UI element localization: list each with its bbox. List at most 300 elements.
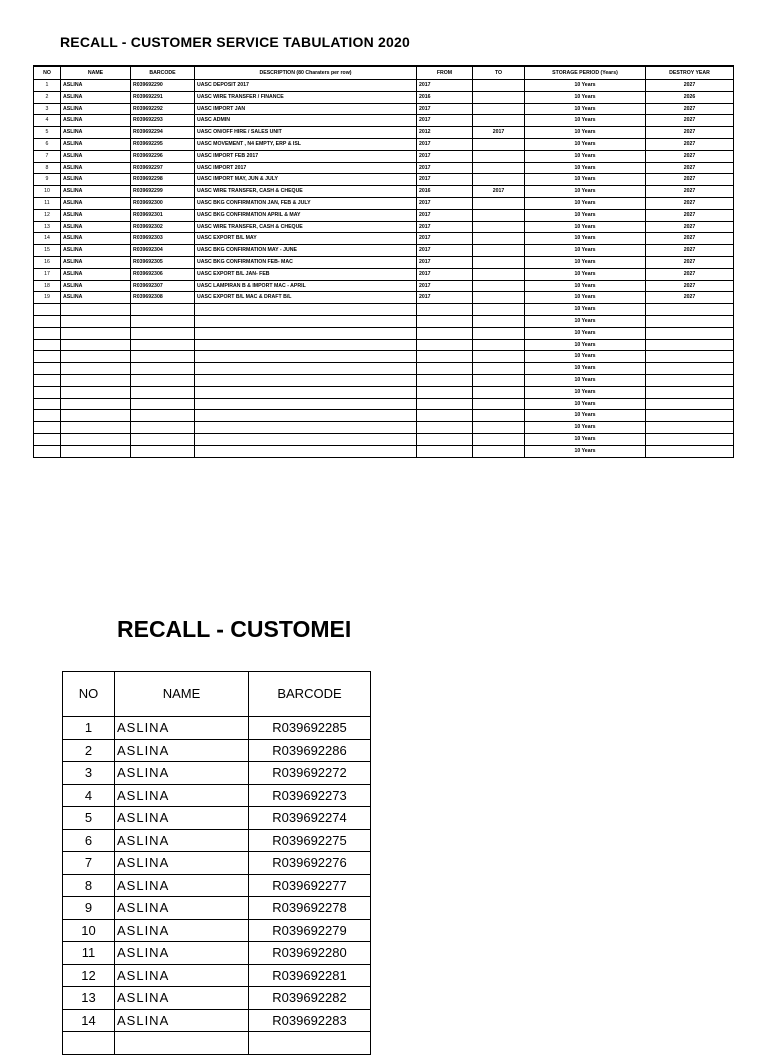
cell-from: 2017: [417, 280, 473, 292]
cell-description: UASC IMPORT FEB 2017: [195, 150, 417, 162]
header-from: FROM: [417, 66, 473, 80]
cell-destroy-year: 2027: [646, 127, 734, 139]
header-no: NO: [34, 66, 61, 80]
cell-description: UASC BKG CONFIRMATION MAY - JUNE: [195, 245, 417, 257]
cell-to: [473, 410, 525, 422]
zoomed-cell-barcode: R039692273: [249, 784, 371, 807]
cell-storage-period: 10 Years: [525, 351, 646, 363]
zoomed-cell-no: 11: [63, 942, 115, 965]
cell-storage-period: 10 Years: [525, 339, 646, 351]
cell-to: [473, 280, 525, 292]
cell-no: 5: [34, 127, 61, 139]
cell-no: 9: [34, 174, 61, 186]
zoomed-header-barcode: BARCODE: [249, 672, 371, 717]
zoomed-table-row: [63, 1032, 371, 1055]
zoomed-cell-barcode: R039692275: [249, 829, 371, 852]
zoomed-table: [62, 671, 371, 1055]
zoomed-table-row: [63, 739, 371, 762]
zoomed-header-name: NAME: [115, 672, 249, 717]
zoomed-table-row: [63, 919, 371, 942]
zoomed-table-row: [63, 987, 371, 1010]
cell-description: UASC IMPORT JAN: [195, 103, 417, 115]
zoomed-cell-no: 10: [63, 919, 115, 942]
cell-to: [473, 150, 525, 162]
zoomed-cell-name: ASLINA: [115, 807, 249, 830]
zoomed-cell-barcode: [249, 1032, 371, 1055]
zoomed-cell-name: [115, 1032, 249, 1055]
zoomed-cell-name: ASLINA: [115, 717, 249, 740]
cell-no: 7: [34, 150, 61, 162]
cell-from: 2017: [417, 268, 473, 280]
cell-storage-period: 10 Years: [525, 398, 646, 410]
cell-destroy-year: [646, 398, 734, 410]
cell-no: [34, 351, 61, 363]
cell-name: ASLINA: [61, 280, 131, 292]
zoomed-table-row: [63, 784, 371, 807]
zoomed-cell-no: 12: [63, 964, 115, 987]
cell-description: UASC EXPORT B/L MAY: [195, 233, 417, 245]
cell-to: [473, 386, 525, 398]
cell-no: 13: [34, 221, 61, 233]
cell-to: [473, 209, 525, 221]
cell-to: 2017: [473, 186, 525, 198]
table-row: [34, 233, 734, 245]
table-row: [34, 115, 734, 127]
cell-destroy-year: 2027: [646, 268, 734, 280]
cell-no: 4: [34, 115, 61, 127]
cell-description: [195, 351, 417, 363]
zoomed-table-row: [63, 852, 371, 875]
cell-no: [34, 445, 61, 457]
cell-storage-period: 10 Years: [525, 197, 646, 209]
cell-storage-period: 10 Years: [525, 386, 646, 398]
cell-barcode: [131, 327, 195, 339]
cell-storage-period: 10 Years: [525, 433, 646, 445]
cell-destroy-year: 2027: [646, 138, 734, 150]
cell-barcode: R039692298: [131, 174, 195, 186]
zoomed-cell-barcode: R039692283: [249, 1009, 371, 1032]
cell-description: [195, 433, 417, 445]
cell-from: 2017: [417, 292, 473, 304]
cell-to: [473, 256, 525, 268]
cell-name: [61, 315, 131, 327]
cell-description: UASC IMPORT MAY, JUN & JULY: [195, 174, 417, 186]
zoomed-cell-no: 7: [63, 852, 115, 875]
zoomed-cell-name: ASLINA: [115, 784, 249, 807]
cell-description: [195, 410, 417, 422]
cell-barcode: R039692303: [131, 233, 195, 245]
cell-name: [61, 304, 131, 316]
cell-no: [34, 315, 61, 327]
cell-from: 2017: [417, 233, 473, 245]
cell-no: 14: [34, 233, 61, 245]
cell-name: ASLINA: [61, 268, 131, 280]
cell-name: [61, 339, 131, 351]
zoomed-table-row: [63, 942, 371, 965]
cell-no: [34, 304, 61, 316]
header-to: TO: [473, 66, 525, 80]
cell-description: [195, 386, 417, 398]
cell-no: [34, 327, 61, 339]
cell-to: [473, 174, 525, 186]
cell-description: [195, 327, 417, 339]
cell-name: [61, 363, 131, 375]
cell-description: UASC WIRE TRANSFER / FINANCE: [195, 91, 417, 103]
cell-storage-period: 10 Years: [525, 233, 646, 245]
zoomed-table-row: [63, 874, 371, 897]
cell-to: [473, 91, 525, 103]
cell-no: 15: [34, 245, 61, 257]
zoomed-cell-no: 4: [63, 784, 115, 807]
cell-storage-period: 10 Years: [525, 80, 646, 92]
cell-storage-period: 10 Years: [525, 209, 646, 221]
zoomed-cell-name: ASLINA: [115, 739, 249, 762]
cell-barcode: R039692302: [131, 221, 195, 233]
cell-description: UASC BKG CONFIRMATION JAN, FEB & JULY: [195, 197, 417, 209]
cell-barcode: R039692301: [131, 209, 195, 221]
cell-from: 2017: [417, 174, 473, 186]
cell-to: [473, 115, 525, 127]
cell-from: 2017: [417, 256, 473, 268]
cell-destroy-year: [646, 386, 734, 398]
cell-barcode: [131, 315, 195, 327]
cell-to: [473, 233, 525, 245]
cell-destroy-year: 2027: [646, 115, 734, 127]
cell-destroy-year: [646, 315, 734, 327]
cell-barcode: R039692306: [131, 268, 195, 280]
cell-storage-period: 10 Years: [525, 327, 646, 339]
cell-name: ASLINA: [61, 150, 131, 162]
cell-name: ASLINA: [61, 138, 131, 150]
zoomed-title: RECALL - CUSTOMEI: [117, 616, 352, 642]
table-row: [34, 103, 734, 115]
cell-from: [417, 422, 473, 434]
cell-barcode: [131, 433, 195, 445]
cell-description: [195, 339, 417, 351]
cell-from: 2017: [417, 150, 473, 162]
cell-to: [473, 103, 525, 115]
cell-to: [473, 162, 525, 174]
cell-to: 2017: [473, 127, 525, 139]
cell-description: UASC LAMPIRAN B & IMPORT MAC - APRIL: [195, 280, 417, 292]
table-row: [34, 339, 734, 351]
cell-no: 1: [34, 80, 61, 92]
zoomed-header-row: [63, 672, 371, 717]
cell-storage-period: 10 Years: [525, 174, 646, 186]
cell-name: ASLINA: [61, 186, 131, 198]
page-title: RECALL - CUSTOMER SERVICE TABULATION 2020: [60, 34, 410, 50]
zoomed-table-row: [63, 829, 371, 852]
header-storage-period: STORAGE PERIOD (Years): [525, 66, 646, 80]
cell-storage-period: 10 Years: [525, 374, 646, 386]
cell-no: 16: [34, 256, 61, 268]
cell-barcode: [131, 339, 195, 351]
zoomed-cell-no: 14: [63, 1009, 115, 1032]
cell-description: UASC IMPORT 2017: [195, 162, 417, 174]
zoomed-cell-barcode: R039692279: [249, 919, 371, 942]
table-row: [34, 445, 734, 457]
cell-destroy-year: 2027: [646, 103, 734, 115]
cell-description: UASC WIRE TRANSFER, CASH & CHEQUE: [195, 186, 417, 198]
cell-description: [195, 445, 417, 457]
zoomed-table-row: [63, 1009, 371, 1032]
table-row: [34, 138, 734, 150]
cell-no: [34, 410, 61, 422]
cell-name: ASLINA: [61, 162, 131, 174]
zoomed-cell-barcode: R039692285: [249, 717, 371, 740]
cell-barcode: R039692290: [131, 80, 195, 92]
zoomed-table-row: [63, 762, 371, 785]
table-row: [34, 174, 734, 186]
cell-no: [34, 398, 61, 410]
cell-destroy-year: 2026: [646, 91, 734, 103]
table-row: [34, 127, 734, 139]
table-row: [34, 327, 734, 339]
cell-name: ASLINA: [61, 292, 131, 304]
table-row: [34, 197, 734, 209]
cell-storage-period: 10 Years: [525, 363, 646, 375]
cell-barcode: R039692292: [131, 103, 195, 115]
zoomed-cell-name: ASLINA: [115, 942, 249, 965]
cell-storage-period: 10 Years: [525, 115, 646, 127]
table-row: [34, 162, 734, 174]
cell-name: ASLINA: [61, 103, 131, 115]
zoomed-cell-no: 6: [63, 829, 115, 852]
cell-description: [195, 422, 417, 434]
header-barcode: BARCODE: [131, 66, 195, 80]
cell-barcode: R039692307: [131, 280, 195, 292]
cell-storage-period: 10 Years: [525, 256, 646, 268]
cell-no: [34, 433, 61, 445]
cell-name: ASLINA: [61, 80, 131, 92]
cell-description: [195, 304, 417, 316]
cell-no: 8: [34, 162, 61, 174]
cell-name: ASLINA: [61, 245, 131, 257]
cell-barcode: [131, 386, 195, 398]
cell-from: 2017: [417, 138, 473, 150]
cell-barcode: R039692294: [131, 127, 195, 139]
cell-from: 2016: [417, 91, 473, 103]
cell-from: [417, 351, 473, 363]
cell-storage-period: 10 Years: [525, 304, 646, 316]
zoomed-cell-no: 5: [63, 807, 115, 830]
cell-from: [417, 386, 473, 398]
table-row: [34, 315, 734, 327]
cell-from: 2017: [417, 197, 473, 209]
cell-destroy-year: 2027: [646, 292, 734, 304]
cell-destroy-year: 2027: [646, 256, 734, 268]
cell-to: [473, 445, 525, 457]
cell-no: [34, 374, 61, 386]
table-row: [34, 186, 734, 198]
zoomed-cell-barcode: R039692282: [249, 987, 371, 1010]
table-row: [34, 304, 734, 316]
cell-no: 11: [34, 197, 61, 209]
cell-destroy-year: [646, 422, 734, 434]
zoomed-cell-no: [63, 1032, 115, 1055]
cell-to: [473, 304, 525, 316]
cell-storage-period: 10 Years: [525, 127, 646, 139]
cell-description: [195, 374, 417, 386]
zoomed-table-row: [63, 897, 371, 920]
cell-barcode: [131, 374, 195, 386]
zoomed-cell-name: ASLINA: [115, 919, 249, 942]
header-description: DESCRIPTION (80 Charaters per row): [195, 66, 417, 80]
cell-from: 2017: [417, 115, 473, 127]
cell-storage-period: 10 Years: [525, 445, 646, 457]
cell-from: 2017: [417, 162, 473, 174]
cell-storage-period: 10 Years: [525, 186, 646, 198]
zoomed-cell-name: ASLINA: [115, 829, 249, 852]
cell-storage-period: 10 Years: [525, 150, 646, 162]
zoomed-cell-no: 9: [63, 897, 115, 920]
table-row: [34, 422, 734, 434]
zoomed-cell-no: 3: [63, 762, 115, 785]
cell-to: [473, 315, 525, 327]
cell-to: [473, 268, 525, 280]
table-row: [34, 410, 734, 422]
cell-storage-period: 10 Years: [525, 315, 646, 327]
cell-from: [417, 410, 473, 422]
cell-name: ASLINA: [61, 233, 131, 245]
zoomed-table-row: [63, 807, 371, 830]
cell-storage-period: 10 Years: [525, 410, 646, 422]
cell-name: ASLINA: [61, 209, 131, 221]
cell-destroy-year: 2027: [646, 80, 734, 92]
cell-name: [61, 398, 131, 410]
cell-description: UASC ADMIN: [195, 115, 417, 127]
cell-description: [195, 363, 417, 375]
cell-barcode: R039692308: [131, 292, 195, 304]
cell-destroy-year: [646, 339, 734, 351]
cell-destroy-year: 2027: [646, 209, 734, 221]
cell-to: [473, 292, 525, 304]
cell-to: [473, 327, 525, 339]
cell-description: UASC EXPORT B/L JAN- FEB: [195, 268, 417, 280]
cell-barcode: [131, 363, 195, 375]
cell-destroy-year: [646, 327, 734, 339]
cell-description: UASC BKG CONFIRMATION APRIL & MAY: [195, 209, 417, 221]
cell-barcode: [131, 422, 195, 434]
cell-name: ASLINA: [61, 221, 131, 233]
cell-barcode: [131, 410, 195, 422]
cell-barcode: R039692304: [131, 245, 195, 257]
cell-destroy-year: [646, 433, 734, 445]
zoomed-cell-no: 2: [63, 739, 115, 762]
zoomed-cell-barcode: R039692272: [249, 762, 371, 785]
table-row: [34, 280, 734, 292]
zoomed-cell-name: ASLINA: [115, 987, 249, 1010]
zoomed-table-row: [63, 964, 371, 987]
zoomed-cell-name: ASLINA: [115, 852, 249, 875]
cell-storage-period: 10 Years: [525, 422, 646, 434]
cell-description: UASC WIRE TRANSFER, CASH & CHEQUE: [195, 221, 417, 233]
cell-description: UASC ON/OFF HIRE / SALES UNIT: [195, 127, 417, 139]
cell-destroy-year: 2027: [646, 150, 734, 162]
table-row: [34, 398, 734, 410]
zoomed-cell-name: ASLINA: [115, 897, 249, 920]
cell-barcode: R039692296: [131, 150, 195, 162]
zoomed-table-row: [63, 717, 371, 740]
cell-storage-period: 10 Years: [525, 91, 646, 103]
cell-no: 17: [34, 268, 61, 280]
cell-name: [61, 351, 131, 363]
cell-destroy-year: [646, 410, 734, 422]
cell-from: [417, 374, 473, 386]
cell-no: [34, 339, 61, 351]
cell-from: [417, 339, 473, 351]
cell-name: [61, 386, 131, 398]
cell-from: [417, 304, 473, 316]
cell-no: 10: [34, 186, 61, 198]
zoomed-cell-barcode: R039692281: [249, 964, 371, 987]
cell-from: 2017: [417, 245, 473, 257]
cell-barcode: R039692293: [131, 115, 195, 127]
cell-to: [473, 433, 525, 445]
zoomed-cell-name: ASLINA: [115, 762, 249, 785]
cell-barcode: [131, 445, 195, 457]
cell-destroy-year: 2027: [646, 233, 734, 245]
cell-description: UASC EXPORT B/L MAC & DRAFT B/L: [195, 292, 417, 304]
table-row: [34, 268, 734, 280]
cell-no: 3: [34, 103, 61, 115]
zoomed-cell-barcode: R039692274: [249, 807, 371, 830]
cell-from: 2017: [417, 80, 473, 92]
cell-from: 2017: [417, 209, 473, 221]
cell-to: [473, 374, 525, 386]
cell-to: [473, 422, 525, 434]
cell-to: [473, 245, 525, 257]
table-row: [34, 221, 734, 233]
cell-name: [61, 445, 131, 457]
table-row: [34, 351, 734, 363]
zoomed-cell-name: ASLINA: [115, 964, 249, 987]
table-row: [34, 150, 734, 162]
cell-from: [417, 363, 473, 375]
table-header-row: [34, 66, 734, 80]
cell-no: 18: [34, 280, 61, 292]
cell-no: [34, 363, 61, 375]
cell-no: 19: [34, 292, 61, 304]
cell-storage-period: 10 Years: [525, 103, 646, 115]
cell-storage-period: 10 Years: [525, 162, 646, 174]
cell-to: [473, 398, 525, 410]
zoomed-header-no: NO: [63, 672, 115, 717]
zoomed-cell-no: 13: [63, 987, 115, 1010]
cell-from: 2016: [417, 186, 473, 198]
cell-storage-period: 10 Years: [525, 245, 646, 257]
cell-from: [417, 315, 473, 327]
cell-no: 12: [34, 209, 61, 221]
cell-from: [417, 327, 473, 339]
cell-barcode: R039692291: [131, 91, 195, 103]
cell-no: 2: [34, 91, 61, 103]
cell-from: 2017: [417, 103, 473, 115]
cell-to: [473, 197, 525, 209]
table-row: [34, 292, 734, 304]
table-row: [34, 245, 734, 257]
zoomed-cell-barcode: R039692286: [249, 739, 371, 762]
cell-name: ASLINA: [61, 91, 131, 103]
cell-destroy-year: 2027: [646, 162, 734, 174]
table-row: [34, 433, 734, 445]
cell-name: ASLINA: [61, 174, 131, 186]
cell-barcode: [131, 304, 195, 316]
cell-destroy-year: [646, 304, 734, 316]
cell-barcode: R039692299: [131, 186, 195, 198]
zoomed-cell-no: 1: [63, 717, 115, 740]
cell-barcode: R039692295: [131, 138, 195, 150]
